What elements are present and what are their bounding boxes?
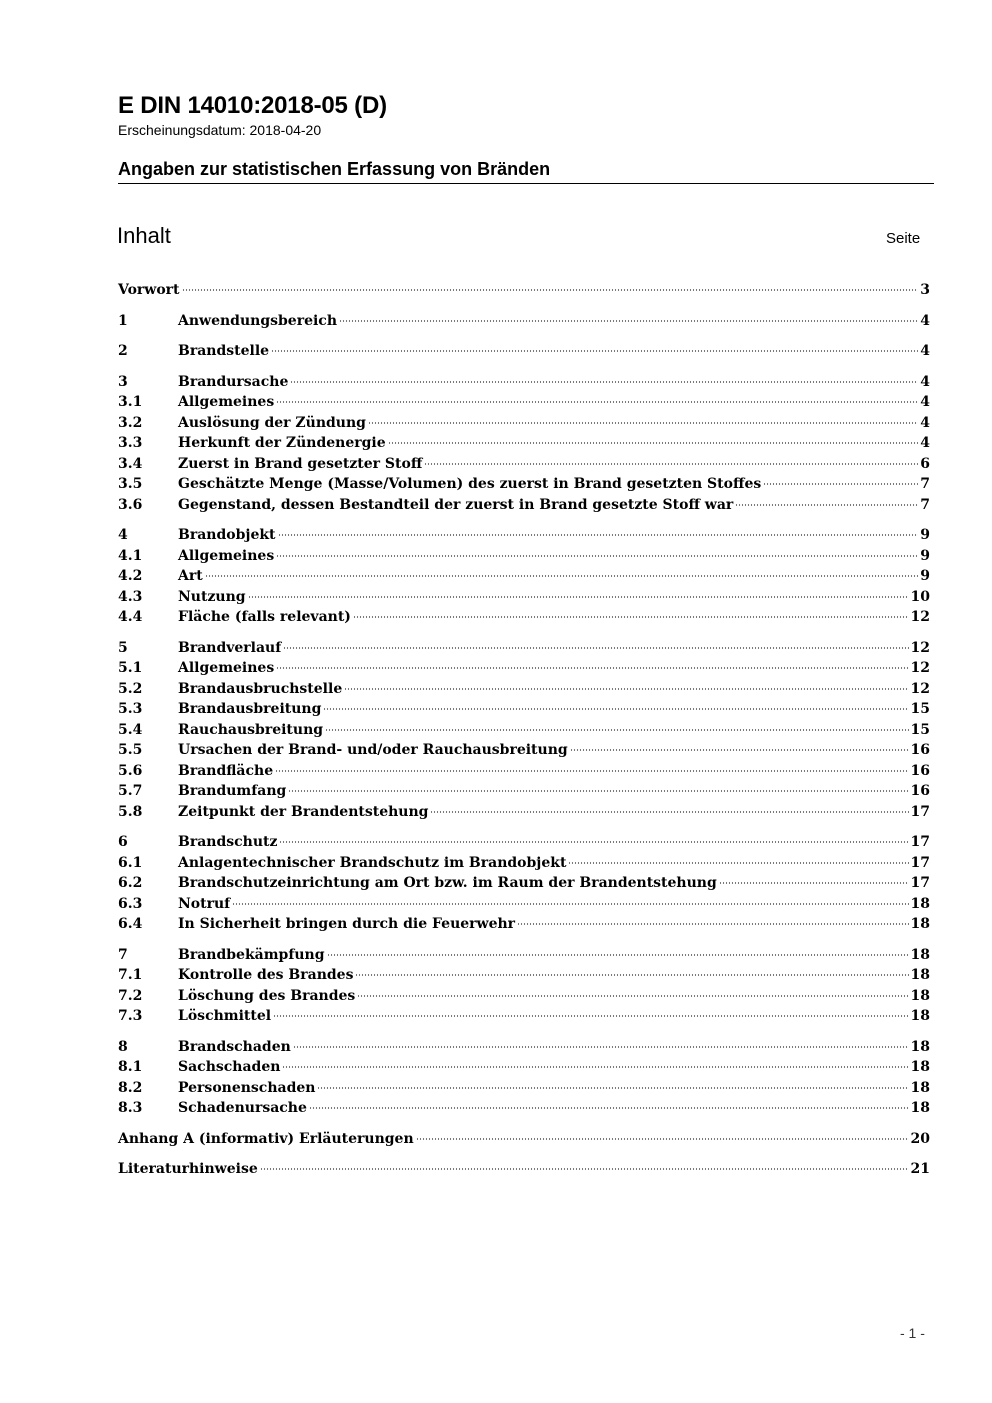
toc-entry-title: Gegenstand, dessen Bestandteil der zuerst in Brand gesetzte Stoff war	[178, 496, 734, 513]
toc-dot-leader	[416, 1138, 909, 1140]
toc-entry-title: Löschmittel	[178, 1008, 272, 1024]
toc-entry-number: 5.6	[118, 762, 143, 779]
toc-dot-leader	[388, 442, 919, 444]
toc-entry-title: Anlagentechnischer Brandschutz im Brandobjekt	[178, 854, 567, 871]
toc-entry-number: 3	[118, 373, 128, 390]
toc-entry-page: 10	[910, 588, 930, 605]
toc-entry-title: Schadenursache	[178, 1100, 307, 1116]
toc-entry-title: Auslösung der Zündung	[178, 414, 366, 431]
toc-entry-number: 7.1	[118, 967, 143, 983]
toc-entry-number: 3.3	[118, 435, 143, 451]
toc-entry-page: 17	[910, 875, 930, 891]
toc-dot-leader	[276, 555, 918, 557]
toc-entry-number: 5.2	[118, 680, 143, 697]
toc-entry-title: Allgemeines	[178, 660, 275, 676]
toc-group-spacer	[118, 515, 930, 525]
toc-entry-number: 5.5	[118, 742, 143, 758]
toc-entry-page: 12	[910, 639, 930, 656]
toc-group-spacer	[118, 1149, 930, 1159]
toc-entry-number: 2	[118, 343, 128, 359]
toc-entry[interactable]	[118, 720, 930, 741]
toc-dot-leader	[273, 1015, 908, 1017]
toc-dot-leader	[368, 422, 918, 424]
toc-entry-title: Brandausbreitung	[178, 701, 322, 717]
toc-entry-page: 18	[910, 1059, 930, 1075]
toc-entry[interactable]	[118, 802, 930, 823]
toc-entry[interactable]	[118, 454, 930, 475]
toc-entry-number: 5.7	[118, 783, 143, 799]
toc-entry[interactable]	[118, 1129, 930, 1150]
document-title: E DIN 14010:2018-05 (D)	[118, 92, 387, 119]
toc-entry[interactable]	[118, 566, 930, 587]
toc-dot-leader	[735, 504, 918, 506]
toc-entry[interactable]	[118, 495, 930, 516]
toc-group-spacer	[118, 1027, 930, 1037]
toc-entry[interactable]	[118, 1057, 930, 1078]
toc-dot-leader	[271, 350, 918, 352]
toc-entry-number: 6.1	[118, 854, 143, 871]
toc-dot-leader	[282, 1066, 908, 1068]
toc-entry-title: Kontrolle des Brandes	[178, 967, 354, 983]
toc-dot-leader	[260, 1168, 909, 1170]
toc-entry-page: 20	[910, 1130, 930, 1147]
page-number: - 1 -	[900, 1325, 925, 1341]
toc-entry-title: Nutzung	[178, 588, 246, 605]
toc-heading: Inhalt	[117, 223, 171, 248]
toc-entry-title: Geschätzte Menge (Masse/Volumen) des zuerst in Brand gesetzten Stoffes	[178, 476, 762, 492]
toc-entry[interactable]	[118, 638, 930, 659]
toc-entry[interactable]	[118, 311, 930, 332]
toc-group-spacer	[118, 331, 930, 341]
toc-entry-page: 16	[910, 762, 930, 779]
toc-entry-title: Herkunft der Zündenergie	[178, 435, 386, 451]
toc-entry[interactable]	[118, 280, 930, 301]
toc-entry[interactable]	[118, 658, 930, 679]
toc-entry-page: 18	[910, 1100, 930, 1116]
toc-entry-number: 3.5	[118, 476, 143, 492]
toc-entry-number: 8.1	[118, 1059, 143, 1075]
toc-dot-leader	[248, 596, 909, 598]
toc-dot-leader	[719, 882, 909, 884]
toc-entry-title: Brandobjekt	[178, 527, 276, 543]
toc-dot-leader	[339, 320, 918, 322]
toc-dot-leader	[355, 974, 908, 976]
toc-entry-number: 6	[118, 834, 128, 850]
toc-entry-number: 8.3	[118, 1100, 143, 1116]
toc-entry-title: Ursachen der Brand- und/oder Rauchausbreitung	[178, 742, 568, 758]
toc-dot-leader	[276, 667, 908, 669]
toc-entry-page: 18	[910, 987, 930, 1004]
toc-entry-page: 17	[910, 834, 930, 850]
toc-entry-page: 3	[920, 282, 930, 298]
toc-entry-page: 4	[920, 414, 930, 431]
toc-entry[interactable]	[118, 740, 930, 761]
toc-dot-leader	[278, 534, 919, 536]
toc-entry-title: Brandverlauf	[178, 639, 282, 656]
toc-entry-title: Brandschaden	[178, 1038, 291, 1055]
toc-dot-leader	[290, 381, 918, 383]
toc-dot-leader	[309, 1107, 909, 1109]
toc-entry-title: Brandausbruchstelle	[178, 680, 343, 697]
toc-entry-page: 4	[920, 312, 930, 329]
toc-group-spacer	[118, 822, 930, 832]
toc-entry[interactable]	[118, 914, 930, 935]
toc-entry-page: 15	[910, 701, 930, 717]
toc-entry-page: 6	[920, 455, 930, 472]
toc-entry-title: Rauchausbreitung	[178, 721, 324, 738]
toc-entry-number: 4.4	[118, 609, 143, 625]
toc-dot-leader	[517, 923, 908, 925]
toc-entry-number: 5.3	[118, 701, 143, 717]
toc-entry-title: In Sicherheit bringen durch die Feuerwehr	[178, 916, 516, 932]
toc-entry-number: 7.2	[118, 987, 143, 1004]
header-divider	[118, 183, 934, 184]
toc-dot-leader	[293, 1046, 909, 1048]
toc-entry[interactable]	[118, 1098, 930, 1119]
toc-entry-page: 16	[910, 783, 930, 799]
toc-dot-leader	[570, 749, 909, 751]
toc-dot-leader	[323, 708, 908, 710]
toc-entry[interactable]	[118, 1006, 930, 1027]
toc-dot-leader	[325, 729, 908, 731]
toc-dot-leader	[430, 811, 908, 813]
toc-entry-page: 16	[910, 742, 930, 758]
toc-entry-page: 18	[910, 1008, 930, 1024]
toc-entry[interactable]	[118, 679, 930, 700]
toc-entry-page: 18	[910, 1079, 930, 1096]
toc-entry-number: 6.4	[118, 916, 143, 932]
toc-dot-leader	[276, 401, 918, 403]
toc-entry-number: 5	[118, 639, 128, 656]
toc-dot-leader	[275, 770, 908, 772]
toc-entry-page: 4	[920, 435, 930, 451]
toc-entry-number: 8	[118, 1038, 128, 1055]
toc-entry[interactable]	[118, 965, 930, 986]
toc-entry[interactable]	[118, 413, 930, 434]
toc-entry[interactable]	[118, 607, 930, 628]
toc-page-column-label: Seite	[886, 230, 921, 247]
publication-date: Erscheinungsdatum: 2018-04-20	[118, 122, 322, 138]
toc-entry-number: 3.1	[118, 394, 143, 410]
toc-group-spacer	[118, 935, 930, 945]
toc-entry[interactable]	[118, 392, 930, 413]
toc-entry[interactable]	[118, 546, 930, 567]
toc-dot-leader	[232, 903, 908, 905]
toc-entry[interactable]	[118, 1078, 930, 1099]
toc-entry-title: Zuerst in Brand gesetzter Stoff	[178, 455, 423, 472]
toc-entry-number: 5.8	[118, 803, 143, 820]
toc-entry-number: 6.3	[118, 895, 143, 912]
toc-entry-page: 17	[910, 854, 930, 871]
toc-group-spacer	[118, 1119, 930, 1129]
toc-entry[interactable]	[118, 945, 930, 966]
toc-entry[interactable]	[118, 986, 930, 1007]
toc-dot-leader	[763, 483, 918, 485]
toc-entry-page: 7	[920, 496, 930, 513]
toc-entry-title: Brandstelle	[178, 343, 270, 359]
toc-entry-title: Art	[178, 568, 203, 584]
toc-entry-page: 4	[920, 394, 930, 410]
toc-entry-number: 3.6	[118, 496, 143, 513]
toc-entry-title: Brandschutzeinrichtung am Ort bzw. im Raum der Brandentstehung	[178, 875, 717, 891]
toc-entry-page: 18	[910, 1038, 930, 1055]
toc-entry-page: 9	[920, 568, 930, 584]
toc-entry-number: 1	[118, 312, 128, 329]
toc-entry-title: Zeitpunkt der Brandentstehung	[178, 803, 429, 820]
toc-entry-page: 18	[910, 895, 930, 912]
toc-entry-title: Brandbekämpfung	[178, 946, 325, 963]
toc-entry-page: 18	[910, 916, 930, 932]
toc-group-spacer	[118, 628, 930, 638]
toc-entry-page: 18	[910, 946, 930, 963]
toc-entry-number: 3.4	[118, 455, 143, 472]
toc-dot-leader	[353, 616, 909, 618]
toc-entry[interactable]	[118, 699, 930, 720]
toc-entry-number: 4.1	[118, 547, 143, 564]
toc-entry[interactable]	[118, 894, 930, 915]
toc-entry-number: 8.2	[118, 1079, 143, 1096]
toc-entry-page: 17	[910, 803, 930, 820]
toc-entry[interactable]	[118, 433, 930, 454]
toc-dot-leader	[279, 841, 908, 843]
toc-entry-title: Löschung des Brandes	[178, 987, 356, 1004]
toc-entry-title: Anhang A (informativ) Erläuterungen	[118, 1130, 414, 1147]
toc-entry[interactable]	[118, 781, 930, 802]
toc-entry-title: Notruf	[178, 895, 231, 912]
toc-entry-title: Sachschaden	[178, 1059, 281, 1075]
toc-entry[interactable]	[118, 587, 930, 608]
document-subject: Angaben zur statistischen Erfassung von Bränden	[118, 159, 551, 179]
toc-entry-number: 7.3	[118, 1008, 143, 1024]
toc-entry[interactable]	[118, 1037, 930, 1058]
toc-entry-title: Anwendungsbereich	[178, 312, 337, 329]
toc-entry-page: 18	[910, 967, 930, 983]
toc-entry-page: 7	[920, 476, 930, 492]
toc-entry-page: 9	[920, 527, 930, 543]
toc-entry-title: Fläche (falls relevant)	[178, 609, 351, 625]
toc-entry-title: Allgemeines	[178, 547, 275, 564]
toc-entry[interactable]	[118, 474, 930, 495]
toc-entry[interactable]	[118, 853, 930, 874]
toc-entry-title: Brandschutz	[178, 834, 278, 850]
toc-entry-page: 4	[920, 373, 930, 390]
toc-entry-page: 21	[910, 1161, 930, 1177]
toc-dot-leader	[424, 463, 918, 465]
toc-entry-page: 15	[910, 721, 930, 738]
toc-entry-title: Brandfläche	[178, 762, 274, 779]
toc-dot-leader	[288, 790, 908, 792]
toc-entry-page: 12	[910, 660, 930, 676]
toc-entry-title: Allgemeines	[178, 394, 275, 410]
toc-group-spacer	[118, 301, 930, 311]
toc-entry-number: 4.3	[118, 588, 143, 605]
toc-entry-number: 5.4	[118, 721, 143, 738]
toc-entry-number: 6.2	[118, 875, 143, 891]
toc-entry-page: 12	[910, 680, 930, 697]
toc-entry-page: 4	[920, 343, 930, 359]
toc-dot-leader	[317, 1087, 908, 1089]
toc-dot-leader	[327, 954, 909, 956]
toc-entry-number: 4	[118, 527, 128, 543]
toc-entry-number: 7	[118, 946, 128, 963]
toc-entry-page: 12	[910, 609, 930, 625]
toc-entry-title: Personenschaden	[178, 1079, 316, 1096]
toc-dot-leader	[568, 862, 908, 864]
toc-entry-title: Vorwort	[118, 282, 180, 298]
toc-entry-title: Brandursache	[178, 373, 289, 390]
toc-entry-title: Brandumfang	[178, 783, 287, 799]
toc-entry-title: Literaturhinweise	[118, 1161, 258, 1177]
toc-entry[interactable]	[118, 372, 930, 393]
toc-entry[interactable]	[118, 341, 930, 362]
toc-entry-number: 4.2	[118, 568, 143, 584]
toc-dot-leader	[344, 688, 908, 690]
toc-dot-leader	[182, 289, 919, 291]
toc-entry[interactable]	[118, 873, 930, 894]
toc-dot-leader	[205, 575, 919, 577]
toc-entry-page: 9	[920, 547, 930, 564]
toc-entry-number: 3.2	[118, 414, 143, 431]
toc-entry[interactable]	[118, 832, 930, 853]
toc-dot-leader	[357, 995, 908, 997]
toc-dot-leader	[283, 647, 908, 649]
toc-entry-number: 5.1	[118, 660, 143, 676]
toc-entry[interactable]	[118, 761, 930, 782]
toc-entry[interactable]	[118, 525, 930, 546]
table-of-contents	[118, 280, 930, 1180]
toc-group-spacer	[118, 362, 930, 372]
toc-entry[interactable]	[118, 1159, 930, 1180]
